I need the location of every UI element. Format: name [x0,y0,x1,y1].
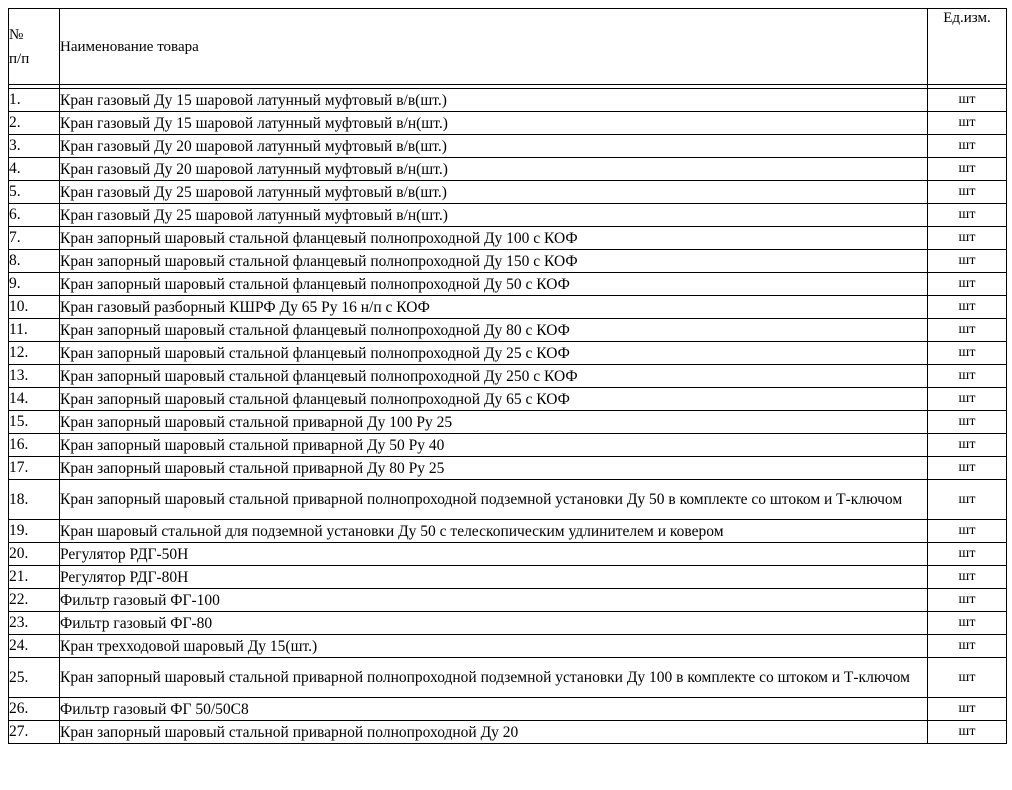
row-number-cell: 12. [9,342,60,365]
product-name-cell: Кран запорный шаровый стальной фланцевый полнопроходной Ду 25 с КОФ [60,342,928,365]
table-row [9,273,1007,296]
table-row [9,698,1007,721]
unit-cell: шт [928,296,1007,319]
table-row [9,543,1007,566]
unit-cell: шт [928,635,1007,658]
row-number-cell: 6. [9,204,60,227]
table-header-row [9,9,1007,85]
product-name-cell: Кран запорный шаровый стальной фланцевый полнопроходной Ду 65 с КОФ [60,388,928,411]
unit-cell: шт [928,181,1007,204]
table-row [9,721,1007,744]
product-name-cell: Кран запорный шаровый стальной фланцевый полнопроходной Ду 80 с КОФ [60,319,928,342]
table-row [9,658,1007,698]
unit-cell: шт [928,520,1007,543]
row-number-cell: 2. [9,112,60,135]
row-number-cell: 1. [9,89,60,112]
unit-cell: шт [928,698,1007,721]
table-row [9,520,1007,543]
row-number-cell: 23. [9,612,60,635]
table-row [9,204,1007,227]
product-name-cell: Регулятор РДГ-50Н [60,543,928,566]
product-name-cell: Кран запорный шаровый стальной фланцевый полнопроходной Ду 50 с КОФ [60,273,928,296]
table-row [9,411,1007,434]
row-number-cell: 4. [9,158,60,181]
table-row [9,457,1007,480]
table-row [9,612,1007,635]
table-row [9,434,1007,457]
table-row [9,250,1007,273]
row-number-cell: 18. [9,480,60,520]
goods-table [8,8,1007,744]
product-name-cell: Кран газовый разборный КШРФ Ду 65 Ру 16 н/п с КОФ [60,296,928,319]
unit-cell: шт [928,434,1007,457]
row-number-cell: 26. [9,698,60,721]
unit-cell: шт [928,721,1007,744]
unit-cell: шт [928,135,1007,158]
unit-cell: шт [928,612,1007,635]
row-number-cell: 17. [9,457,60,480]
product-name-cell: Кран запорный шаровый стальной приварной Ду 80 Ру 25 [60,457,928,480]
table-row [9,480,1007,520]
product-name-cell: Кран газовый Ду 20 шаровой латунный муфтовый в/в(шт.) [60,135,928,158]
product-name-cell: Регулятор РДГ-80Н [60,566,928,589]
row-number-cell: 24. [9,635,60,658]
table-row [9,135,1007,158]
unit-cell: шт [928,411,1007,434]
row-number-cell: 19. [9,520,60,543]
product-name-cell: Кран запорный шаровый стальной приварной полнопроходной Ду 20 [60,721,928,744]
table-row [9,342,1007,365]
row-number-cell: 25. [9,658,60,698]
table-row [9,319,1007,342]
product-name-cell: Кран запорный шаровый стальной приварной Ду 100 Ру 25 [60,411,928,434]
unit-cell: шт [928,250,1007,273]
product-name-cell: Кран газовый Ду 15 шаровой латунный муфтовый в/в(шт.) [60,89,928,112]
unit-cell: шт [928,365,1007,388]
row-number-cell: 22. [9,589,60,612]
row-number-cell: 21. [9,566,60,589]
header-name-column: Наименование товара [60,9,928,85]
header-number-abbrev: п/п [9,50,30,67]
product-name-cell: Кран запорный шаровый стальной фланцевый полнопроходной Ду 150 с КОФ [60,250,928,273]
product-name-cell: Фильтр газовый ФГ-80 [60,612,928,635]
row-number-cell: 20. [9,543,60,566]
row-number-cell: 14. [9,388,60,411]
row-number-cell: 13. [9,365,60,388]
table-body [9,85,1007,744]
unit-cell: шт [928,227,1007,250]
table-row [9,89,1007,112]
table-row [9,635,1007,658]
row-number-cell: 7. [9,227,60,250]
unit-cell: шт [928,543,1007,566]
unit-cell: шт [928,388,1007,411]
row-number-cell: 9. [9,273,60,296]
product-name-cell: Кран запорный шаровый стальной приварной полнопроходной подземной установки Ду 100 в комплекте со штоком и Т-ключом [60,658,928,698]
unit-cell: шт [928,89,1007,112]
row-number-cell: 11. [9,319,60,342]
table-row [9,112,1007,135]
table-row [9,365,1007,388]
header-number-sign: № [9,26,24,43]
row-number-cell: 3. [9,135,60,158]
unit-cell: шт [928,273,1007,296]
row-number-cell: 27. [9,721,60,744]
unit-cell: шт [928,589,1007,612]
product-name-cell: Кран запорный шаровый стальной приварной Ду 50 Ру 40 [60,434,928,457]
row-number-cell: 15. [9,411,60,434]
product-name-cell: Кран запорный шаровый стальной фланцевый полнопроходной Ду 100 с КОФ [60,227,928,250]
unit-cell: шт [928,566,1007,589]
row-number-cell: 16. [9,434,60,457]
unit-cell: шт [928,112,1007,135]
header-number-column [9,9,60,85]
product-name-cell: Фильтр газовый ФГ 50/50С8 [60,698,928,721]
product-name-cell: Кран газовый Ду 25 шаровой латунный муфтовый в/н(шт.) [60,204,928,227]
table-row [9,589,1007,612]
unit-cell: шт [928,319,1007,342]
product-name-cell: Кран газовый Ду 15 шаровой латунный муфтовый в/н(шт.) [60,112,928,135]
product-name-cell: Кран трехходовой шаровый Ду 15(шт.) [60,635,928,658]
row-number-cell: 8. [9,250,60,273]
table-row [9,181,1007,204]
unit-cell: шт [928,158,1007,181]
unit-cell: шт [928,342,1007,365]
product-name-cell: Кран запорный шаровый стальной приварной полнопроходной подземной установки Ду 50 в комплекте со штоком и Т-ключом [60,480,928,520]
unit-cell: шт [928,480,1007,520]
row-number-cell: 10. [9,296,60,319]
unit-cell: шт [928,204,1007,227]
product-name-cell: Кран шаровый стальной для подземной установки Ду 50 с телескопическим удлинителем и ковером [60,520,928,543]
row-number-cell: 5. [9,181,60,204]
product-name-cell: Фильтр газовый ФГ-100 [60,589,928,612]
table-row [9,296,1007,319]
product-name-cell: Кран запорный шаровый стальной фланцевый полнопроходной Ду 250 с КОФ [60,365,928,388]
table-row [9,388,1007,411]
unit-cell: шт [928,658,1007,698]
table-row [9,158,1007,181]
header-unit-column: Ед.изм. [928,9,1007,85]
unit-cell: шт [928,457,1007,480]
product-name-cell: Кран газовый Ду 20 шаровой латунный муфтовый в/н(шт.) [60,158,928,181]
table-row [9,227,1007,250]
product-name-cell: Кран газовый Ду 25 шаровой латунный муфтовый в/в(шт.) [60,181,928,204]
table-row [9,566,1007,589]
